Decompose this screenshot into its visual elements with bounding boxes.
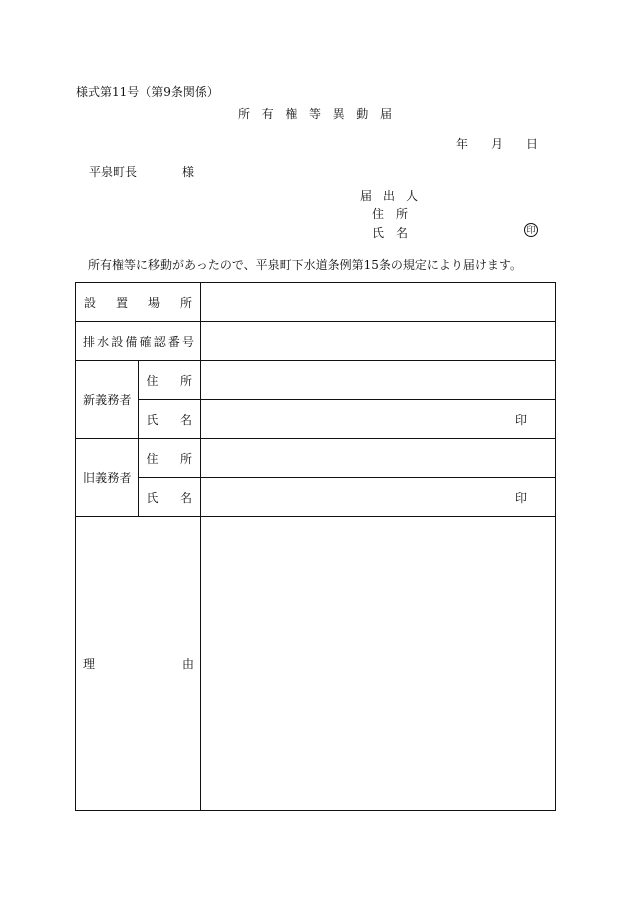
field-old-address[interactable] (201, 439, 556, 478)
row-confirmation-number (76, 322, 556, 361)
field-new-address[interactable] (201, 361, 556, 400)
applicant-name-label: 氏 名 (372, 226, 408, 240)
applicant-seal-mark: 印 (524, 223, 538, 237)
old-seal-mark: 印 (514, 490, 527, 505)
statement: 所有権等に移動があったので、平泉町下水道条例第15条の規定により届けます。 (88, 258, 522, 272)
document-title: 所 有 権 等 異 動 届 (238, 107, 392, 121)
label-old-obligor: 旧 義 務 者 (76, 439, 139, 517)
field-reason[interactable] (201, 517, 556, 811)
label-confirmation-number: 排 水 設 備 確 認 番 号 (76, 322, 201, 361)
row-reason (76, 517, 556, 811)
field-location[interactable] (201, 283, 556, 322)
applicant-label: 届 出 人 (360, 189, 418, 203)
row-new-obligor-address (76, 361, 556, 400)
row-old-obligor-name (76, 478, 556, 517)
row-old-obligor-address (76, 439, 556, 478)
addressee: 平泉町長 (89, 165, 138, 179)
field-confirmation-number[interactable] (201, 322, 556, 361)
label-new-name: 氏 名 (138, 400, 201, 439)
form-number: 様式第11号（第9条関係） (76, 85, 219, 99)
field-old-name[interactable] (201, 478, 556, 517)
transfer-form-table (75, 282, 556, 811)
field-new-name[interactable] (201, 400, 556, 439)
new-seal-mark: 印 (514, 412, 527, 427)
row-location (76, 283, 556, 322)
date-line: 年 月 日 (456, 137, 538, 151)
label-new-obligor: 新 義 務 者 (76, 361, 139, 439)
applicant-address-label: 住 所 (372, 207, 408, 221)
label-reason: 理 由 (76, 517, 201, 811)
label-location: 設 置 場 所 (76, 283, 201, 322)
label-old-address: 住 所 (138, 439, 201, 478)
honorific: 様 (182, 165, 195, 179)
row-new-obligor-name (76, 400, 556, 439)
label-new-address: 住 所 (138, 361, 201, 400)
label-old-name: 氏 名 (138, 478, 201, 517)
